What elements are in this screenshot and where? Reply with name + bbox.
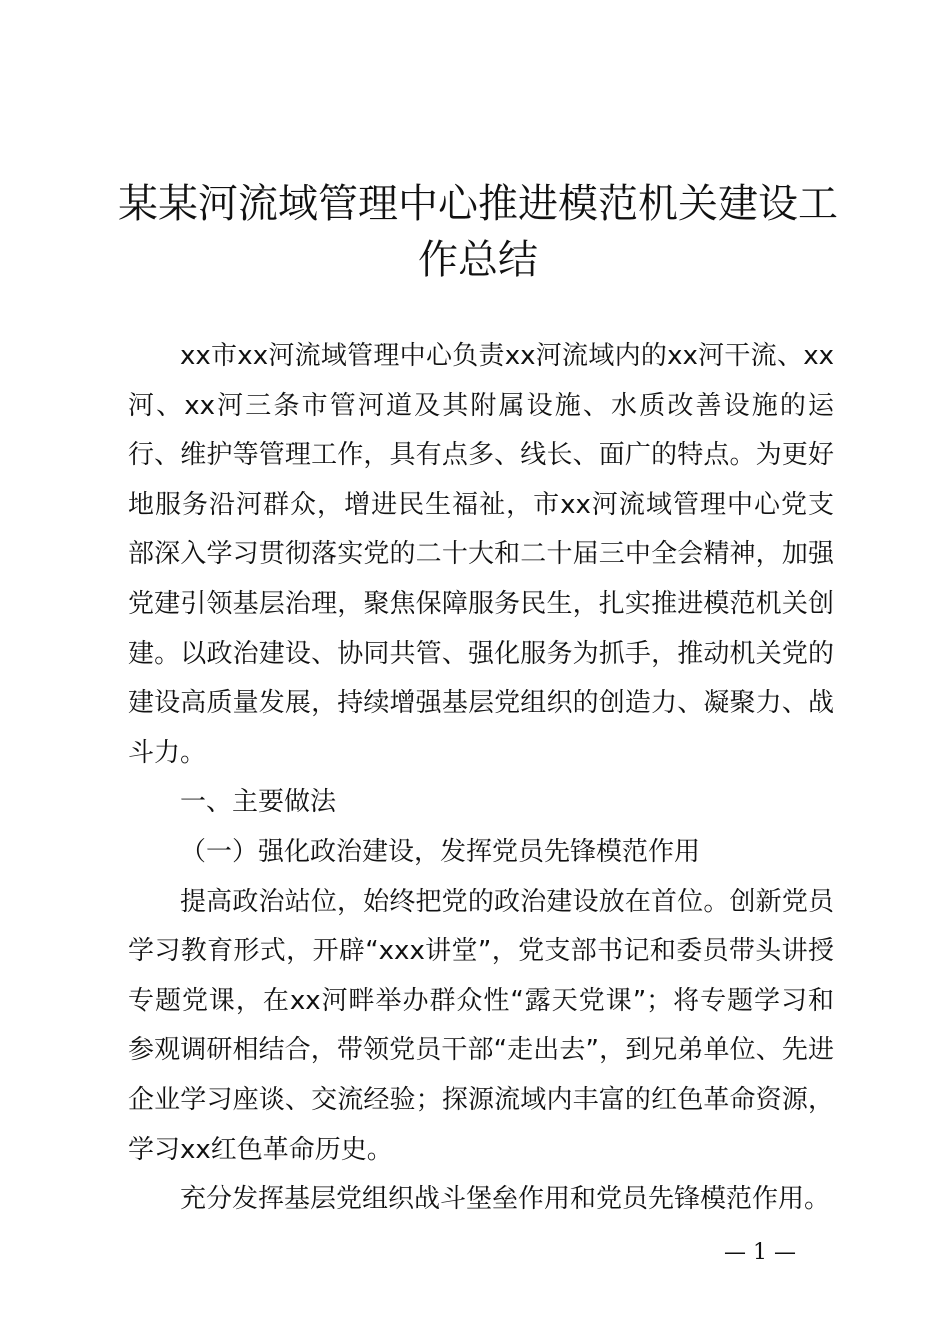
page-number: — 1 — [724,1240,796,1265]
document-title: 某某河流域管理中心推进模范机关建设工作总结 [118,181,838,283]
intro-paragraph: xx市xx河流域管理中心负责xx河流域内的xx河干流、xx河、xx河三条市管河道及其附属设施、水质改善设施的运行、维护等管理工作，具有点多、线长、面广的特点。为更好地服务沿河群众，增进民生福祉，市xx河流域管理中心党支部深入学习贯彻落实党的二十大和二十届三中全会精神，加强党建引领基层治理，聚焦保障服务民生，扎实推进模范机关创建。以政治建设、协同共管、强化服务为抓手，推动机关党的建设高质量发展，持续增强基层党组织的创造力、凝聚力、战斗力。 [128,341,834,768]
section-heading: 一、主要做法 [180,787,337,818]
body-paragraph: 提高政治站位，始终把党的政治建设放在首位。创新党员学习教育形式，开辟“xxx讲堂”，党支部书记和委员带头讲授专题党课，在xx河畔举办群众性“露天党课”；将专题学习和参观调研相结合，带领党员干部“走出去”，到兄弟单位、先进企业学习座谈、交流经验；探源流域内丰富的红色革命资源，学习xx红色革命历史。 [128,886,834,1165]
body-paragraph: 充分发挥基层党组织战斗堡垒作用和党员先锋模范作用。 [180,1184,831,1215]
sub-heading: （一）强化政治建设，发挥党员先锋模范作用 [180,836,701,867]
document-body [128,332,834,1225]
